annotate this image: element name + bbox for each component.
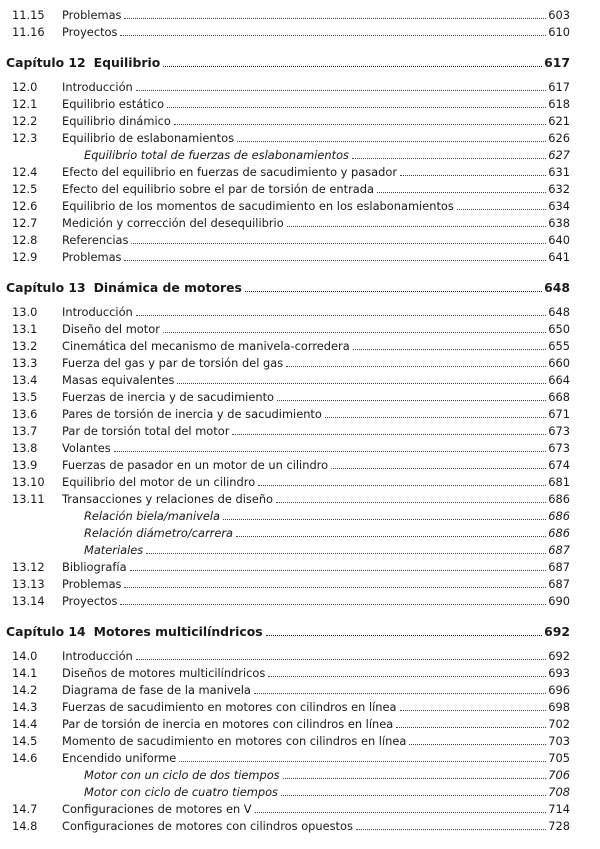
- dot-leader: [120, 34, 546, 36]
- page-number: 686: [548, 509, 570, 523]
- page-number: 626: [548, 131, 570, 145]
- section-number: 12.7: [12, 216, 38, 230]
- section-number: 12.4: [12, 165, 38, 179]
- section-number: 13.13: [12, 577, 45, 591]
- page-number: 681: [548, 475, 570, 489]
- section-title: Equilibrio de eslabonamientos: [62, 131, 235, 145]
- section-number: 13.6: [12, 407, 38, 421]
- chapter-page-number: 648: [544, 280, 570, 295]
- dot-leader: [266, 634, 542, 636]
- section-title: Materiales: [84, 543, 144, 557]
- section-title: Efecto del equilibrio sobre el par de torsión de entrada: [62, 182, 374, 196]
- section-title: Proyectos: [62, 594, 118, 608]
- page-number: 687: [548, 560, 570, 574]
- page-number: 708: [548, 785, 570, 799]
- toc-subentry: [0, 508, 600, 525]
- toc-entry: [0, 304, 600, 321]
- toc-entry: [0, 96, 600, 113]
- toc-entry: [0, 682, 600, 699]
- dot-leader: [277, 399, 546, 401]
- chapter-label: Capítulo 13: [6, 280, 86, 295]
- dot-leader: [258, 484, 546, 486]
- section-title: Encendido uniforme: [62, 751, 177, 765]
- page-number: 714: [548, 802, 570, 816]
- page-number: 687: [548, 543, 570, 557]
- section-title: Referencias: [62, 233, 129, 247]
- page-number: 696: [548, 683, 570, 697]
- section-title: Fuerzas de sacudimiento en motores con cilindros en línea: [62, 700, 397, 714]
- page-number: 706: [548, 768, 570, 782]
- toc-entry: [0, 559, 600, 576]
- toc-entry: [0, 249, 600, 266]
- section-number: 12.3: [12, 131, 38, 145]
- section-number: 13.1: [12, 322, 38, 336]
- page-number: 621: [548, 114, 570, 128]
- dot-leader: [136, 314, 546, 316]
- section-number: 13.10: [12, 475, 45, 489]
- toc-entry: [0, 389, 600, 406]
- dot-leader: [457, 208, 546, 210]
- dot-leader: [236, 535, 546, 537]
- section-title: Proyectos: [62, 25, 118, 39]
- page-number: 650: [548, 322, 570, 336]
- page-number: 631: [548, 165, 570, 179]
- page-number: 640: [548, 233, 570, 247]
- toc-subentry: [0, 767, 600, 784]
- toc-entry: [0, 406, 600, 423]
- page-number: 690: [548, 594, 570, 608]
- page-number: 693: [548, 666, 570, 680]
- toc-entry: [0, 130, 600, 147]
- toc-entry: [0, 355, 600, 372]
- dot-leader: [167, 106, 546, 108]
- dot-leader: [283, 777, 547, 779]
- section-title: Relación biela/manivela: [84, 509, 221, 523]
- page-number: 641: [548, 250, 570, 264]
- dot-leader: [276, 501, 546, 503]
- dot-leader: [255, 811, 547, 813]
- page-number: 618: [548, 97, 570, 111]
- section-title: Equilibrio del motor de un cilindro: [62, 475, 256, 489]
- section-number: 13.3: [12, 356, 38, 370]
- section-number: 13.7: [12, 424, 38, 438]
- page-number: 668: [548, 390, 570, 404]
- chapter-heading: [0, 54, 600, 72]
- toc-entry: [0, 593, 600, 610]
- dot-leader: [396, 726, 546, 728]
- section-number: 14.4: [12, 717, 38, 731]
- dot-leader: [356, 828, 546, 830]
- toc-entry: [0, 198, 600, 215]
- dot-leader: [136, 89, 546, 91]
- dot-leader: [352, 157, 546, 159]
- page-number: 728: [548, 819, 570, 833]
- section-number: 14.6: [12, 751, 38, 765]
- section-title: Diseños de motores multicilíndricos: [62, 666, 266, 680]
- dot-leader: [131, 242, 546, 244]
- dot-leader: [400, 709, 547, 711]
- chapter-label: Capítulo 14: [6, 624, 86, 639]
- toc-subentry: [0, 542, 600, 559]
- section-number: 11.15: [12, 8, 45, 22]
- toc-entry: [0, 457, 600, 474]
- section-title: Diseño del motor: [62, 322, 160, 336]
- section-number: 13.0: [12, 305, 38, 319]
- section-title: Equilibrio total de fuerzas de eslabonamientos: [84, 148, 349, 162]
- dot-leader: [286, 365, 546, 367]
- section-title: Introducción: [62, 649, 133, 663]
- page-number: 703: [548, 734, 570, 748]
- section-title: Introducción: [62, 80, 133, 94]
- section-number: 14.3: [12, 700, 38, 714]
- section-title: Relación diámetro/carrera: [84, 526, 234, 540]
- section-number: 13.9: [12, 458, 38, 472]
- chapter-title: Motores multicilíndricos: [93, 624, 263, 639]
- page-number: 686: [548, 526, 570, 540]
- dot-leader: [163, 65, 542, 67]
- toc-entry: [0, 423, 600, 440]
- page-number: 698: [548, 700, 570, 714]
- section-title: Configuraciones de motores en V: [62, 802, 252, 816]
- section-number: 12.6: [12, 199, 38, 213]
- page-number: 627: [548, 148, 570, 162]
- toc-entry: [0, 801, 600, 818]
- section-number: 13.12: [12, 560, 45, 574]
- toc-subentry: [0, 147, 600, 164]
- section-number: 12.9: [12, 250, 38, 264]
- toc-entry: [0, 79, 600, 96]
- dot-leader: [136, 658, 546, 660]
- section-title: Masas equivalentes: [62, 373, 175, 387]
- section-title: Problemas: [62, 577, 122, 591]
- section-title: Momento de sacudimiento en motores con cilindros en línea: [62, 734, 407, 748]
- toc-entry: [0, 750, 600, 767]
- chapter-label: Capítulo 12: [6, 55, 86, 70]
- section-number: 14.5: [12, 734, 38, 748]
- dot-leader: [325, 416, 546, 418]
- dot-leader: [237, 140, 546, 142]
- toc-entry: [0, 232, 600, 249]
- toc-entry: [0, 113, 600, 130]
- dot-leader: [120, 603, 546, 605]
- toc-entry: [0, 215, 600, 232]
- page-number: 705: [548, 751, 570, 765]
- dot-leader: [400, 174, 546, 176]
- section-title: Efecto del equilibrio en fuerzas de sacudimiento y pasador: [62, 165, 398, 179]
- dot-leader: [223, 518, 546, 520]
- section-title: Par de torsión total del motor: [62, 424, 230, 438]
- dot-leader: [174, 123, 546, 125]
- page-number: 634: [548, 199, 570, 213]
- toc-entry: [0, 818, 600, 835]
- dot-leader: [124, 259, 546, 261]
- section-title: Fuerzas de pasador en un motor de un cilindro: [62, 458, 329, 472]
- table-of-contents: [0, 7, 600, 835]
- page-number: 686: [548, 492, 570, 506]
- section-title: Pares de torsión de inercia y de sacudimiento: [62, 407, 322, 421]
- section-title: Equilibrio dinámico: [62, 114, 171, 128]
- toc-subentry: [0, 525, 600, 542]
- page-number: 660: [548, 356, 570, 370]
- dot-leader: [124, 586, 546, 588]
- toc-entry: [0, 372, 600, 389]
- section-title: Equilibrio de los momentos de sacudimiento en los eslabonamientos: [62, 199, 454, 213]
- section-number: 12.0: [12, 80, 38, 94]
- page-number: 648: [548, 305, 570, 319]
- section-number: 14.0: [12, 649, 38, 663]
- dot-leader: [124, 17, 546, 19]
- section-number: 13.14: [12, 594, 45, 608]
- dot-leader: [353, 348, 547, 350]
- page-number: 671: [548, 407, 570, 421]
- section-number: 13.2: [12, 339, 38, 353]
- toc-entry: [0, 7, 600, 24]
- section-title: Transacciones y relaciones de diseño: [62, 492, 274, 506]
- dot-leader: [232, 433, 546, 435]
- section-title: Motor con un ciclo de dos tiempos: [84, 768, 280, 782]
- section-number: 14.2: [12, 683, 38, 697]
- dot-leader: [331, 467, 546, 469]
- section-number: 14.8: [12, 819, 38, 833]
- dot-leader: [179, 760, 546, 762]
- chapter-page-number: 617: [544, 55, 570, 70]
- section-title: Problemas: [62, 250, 122, 264]
- page-number: 617: [548, 80, 570, 94]
- chapter-heading: [0, 623, 600, 641]
- page-number: 603: [548, 8, 570, 22]
- page-number: 632: [548, 182, 570, 196]
- page-number: 687: [548, 577, 570, 591]
- dot-leader: [245, 290, 542, 292]
- page-number: 610: [548, 25, 570, 39]
- section-number: 12.1: [12, 97, 38, 111]
- page-number: 655: [548, 339, 570, 353]
- dot-leader: [163, 331, 546, 333]
- toc-entry: [0, 733, 600, 750]
- page-number: 673: [548, 441, 570, 455]
- dot-leader: [287, 225, 547, 227]
- toc-entry: [0, 440, 600, 457]
- section-title: Configuraciones de motores con cilindros opuestos: [62, 819, 353, 833]
- section-number: 14.7: [12, 802, 38, 816]
- dot-leader: [146, 552, 546, 554]
- toc-entry: [0, 474, 600, 491]
- dot-leader: [177, 382, 546, 384]
- toc-entry: [0, 321, 600, 338]
- toc-entry: [0, 24, 600, 41]
- section-number: 14.1: [12, 666, 38, 680]
- section-number: 12.5: [12, 182, 38, 196]
- page-number: 638: [548, 216, 570, 230]
- dot-leader: [377, 191, 546, 193]
- section-number: 13.8: [12, 441, 38, 455]
- section-number: 11.16: [12, 25, 45, 39]
- section-title: Motor con ciclo de cuatro tiempos: [84, 785, 278, 799]
- section-number: 12.2: [12, 114, 38, 128]
- dot-leader: [114, 450, 547, 452]
- section-title: Fuerza del gas y par de torsión del gas: [62, 356, 284, 370]
- section-number: 12.8: [12, 233, 38, 247]
- toc-entry: [0, 699, 600, 716]
- page-number: 702: [548, 717, 570, 731]
- toc-entry: [0, 648, 600, 665]
- section-number: 13.5: [12, 390, 38, 404]
- section-number: 13.4: [12, 373, 38, 387]
- dot-leader: [281, 794, 546, 796]
- section-title: Cinemática del mecanismo de manivela-corredera: [62, 339, 350, 353]
- section-title: Problemas: [62, 8, 122, 22]
- section-title: Volantes: [62, 441, 111, 455]
- section-title: Par de torsión de inercia en motores con cilindros en línea: [62, 717, 394, 731]
- toc-entry: [0, 491, 600, 508]
- dot-leader: [409, 743, 546, 745]
- dot-leader: [130, 569, 547, 571]
- section-title: Fuerzas de inercia y de sacudimiento: [62, 390, 274, 404]
- section-title: Diagrama de fase de la manivela: [62, 683, 251, 697]
- toc-subentry: [0, 784, 600, 801]
- toc-entry: [0, 338, 600, 355]
- section-title: Equilibrio estático: [62, 97, 165, 111]
- page-number: 692: [548, 649, 570, 663]
- toc-entry: [0, 665, 600, 682]
- toc-entry: [0, 716, 600, 733]
- chapter-title: Dinámica de motores: [93, 280, 242, 295]
- toc-entry: [0, 164, 600, 181]
- page-number: 674: [548, 458, 570, 472]
- section-title: Bibliografía: [62, 560, 127, 574]
- dot-leader: [254, 692, 546, 694]
- section-title: Introducción: [62, 305, 133, 319]
- section-title: Medición y corrección del desequilibrio: [62, 216, 284, 230]
- page-number: 673: [548, 424, 570, 438]
- dot-leader: [268, 675, 546, 677]
- chapter-title: Equilibrio: [93, 55, 161, 70]
- toc-entry: [0, 576, 600, 593]
- chapter-page-number: 692: [544, 624, 570, 639]
- page-number: 664: [548, 373, 570, 387]
- toc-entry: [0, 181, 600, 198]
- chapter-heading: [0, 279, 600, 297]
- section-number: 13.11: [12, 492, 45, 506]
